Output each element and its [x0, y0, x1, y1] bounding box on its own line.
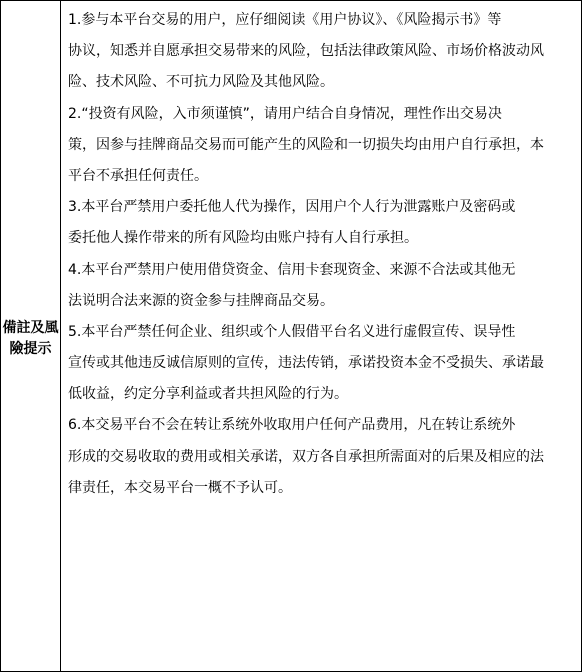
- content-line: 5.本平台严禁任何企业、组织或个人假借平台名义进行虚假宣传、误导性: [68, 323, 516, 340]
- content-line: 险、技术风险、不可抗力风险及其他风险。: [68, 74, 334, 91]
- content-line: 2.“投资有风险，入市须谨慎”，请用户结合自身情况，理性作出交易决: [68, 105, 502, 122]
- content-line: 1.参与本平台交易的用户，应仔细阅读《用户协议》、《风险揭示书》等: [68, 12, 502, 28]
- content-line: 低收益，约定分享利益或者共担风险的行为。: [68, 386, 348, 403]
- content-line: 法说明合法来源的资金参与挂牌商品交易。: [68, 292, 334, 309]
- content-line: 委托他人操作带来的所有风险均由账户持有人自行承担。: [68, 230, 418, 247]
- content-line: 6.本交易平台不会在转让系统外收取用户任何产品费用，凡在转让系统外: [68, 417, 516, 434]
- section-label-cell: [1, 1, 61, 671]
- content-line: 4.本平台严禁用户使用借贷资金、信用卡套现资金、来源不合法或其他无: [68, 261, 516, 278]
- content-line: 策，因参与挂牌商品交易而可能产生的风险和一切损失均由用户自行承担，本: [68, 136, 544, 153]
- content-line: 协议，知悉并自愿承担交易带来的风险，包括法律政策风险、市场价格波动风: [68, 43, 544, 60]
- content-line: 宣传或其他违反诚信原则的宣传，违法传销，承诺投资本金不受损失、承诺最: [68, 355, 544, 372]
- content-line: 形成的交易收取的费用或相关承诺，双方各自承担所需面对的后果及相应的法: [68, 448, 544, 465]
- risk-content-cell: [61, 1, 581, 671]
- content-line: 3.本平台严禁用户委托他人代为操作，因用户个人行为泄露账户及密码或: [68, 199, 516, 216]
- section-label: 備註及風險提示: [2, 320, 59, 357]
- content-line: 平台不承担任何责任。: [68, 167, 208, 184]
- content-line: 律责任，本交易平台一概不予认可。: [68, 479, 292, 496]
